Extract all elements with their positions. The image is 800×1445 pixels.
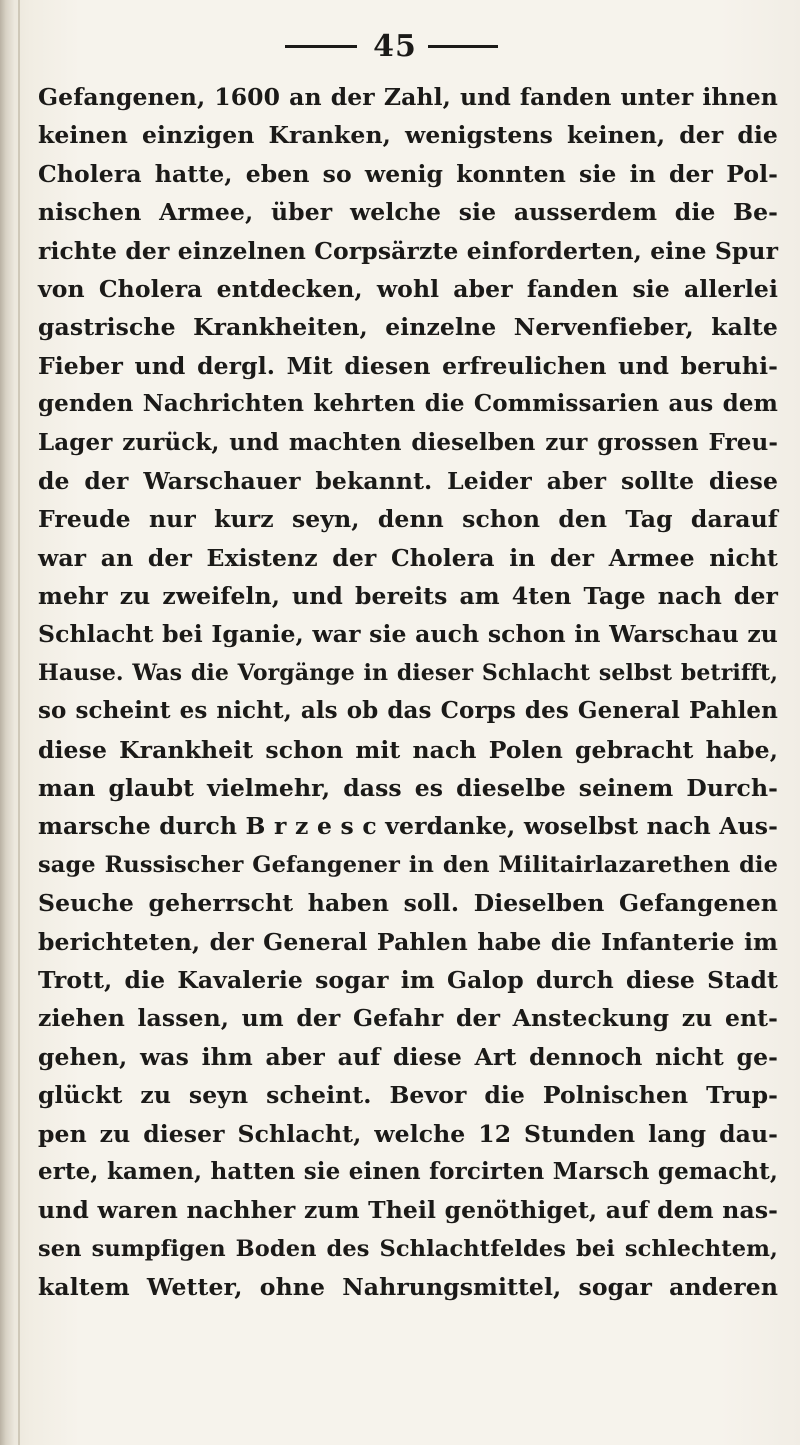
body-text — [38, 78, 778, 1307]
text-line: berichteten, der General Pahlen habe die Infanterie im — [38, 927, 778, 956]
text-line: Freude nur kurz seyn, denn schon den Tag darauf — [38, 505, 778, 534]
page-number: 45 — [373, 29, 417, 64]
text-line: gastrische Krankheiten, einzelne Nervenfieber, kalte — [38, 313, 778, 342]
text-line: diese Krankheit schon mit nach Polen gebracht habe, — [38, 735, 778, 764]
text-line: marsche durch B r z e s c verdanke, woselbst nach Aus- — [38, 812, 778, 841]
text-line: nischen Armee, über welche sie ausserdem die Be- — [38, 198, 778, 227]
text-line: pen zu dieser Schlacht, welche 12 Stunden lang dau- — [38, 1119, 778, 1148]
text-line: sage Russischer Gefangener in den Militairlazarethen die — [38, 851, 778, 878]
page-header — [0, 28, 800, 68]
text-line: Lager zurück, und machten dieselben zur grossen Freu- — [38, 428, 778, 456]
text-line: Trott, die Kavalerie sogar im Galop durch diese Stadt — [38, 965, 778, 994]
text-line: gehen, was ihm aber auf diese Art dennoch nicht ge- — [38, 1042, 778, 1071]
text-line: war an der Existenz der Cholera in der Armee nicht — [38, 543, 778, 572]
text-line: man glaubt vielmehr, dass es dieselbe seinem Durch- — [38, 774, 778, 803]
text-line: Fieber und dergl. Mit diesen erfreulichen und beruhi- — [38, 351, 778, 380]
text-line: keinen einzigen Kranken, wenigstens keinen, der die — [38, 121, 778, 150]
text-line: und waren nachher zum Theil genöthiget, auf dem nas- — [38, 1196, 778, 1225]
text-line: Hause. Was die Vorgänge in dieser Schlacht selbst betrifft, — [38, 659, 778, 686]
text-line: kaltem Wetter, ohne Nahrungsmittel, sogar anderen — [38, 1273, 778, 1302]
text-line: von Cholera entdecken, wohl aber fanden sie allerlei — [38, 274, 778, 303]
text-line: Seuche geherrscht haben soll. Dieselben Gefangenen — [38, 889, 778, 918]
text-line: richte der einzelnen Corpsärzte einforderten, eine Spur — [38, 236, 779, 265]
text-line: Schlacht bei Iganie, war sie auch schon in Warschau zu — [38, 620, 778, 649]
text-line: ziehen lassen, um der Gefahr der Ansteckung zu ent- — [38, 1004, 778, 1033]
text-line: sen sumpfigen Boden des Schlachtfeldes bei schlechtem, — [38, 1235, 778, 1262]
page-gutter-shadow — [0, 0, 14, 1445]
text-line: so scheint es nicht, als ob das Corps des General Pahlen — [38, 697, 778, 725]
text-line: Gefangenen, 1600 an der Zahl, und fanden unter ihnen — [38, 83, 778, 111]
text-line: Cholera hatte, eben so wenig konnten sie in der Pol- — [38, 159, 778, 188]
text-line: de der Warschauer bekannt. Leider aber sollte diese — [38, 466, 778, 495]
text-line: genden Nachrichten kehrten die Commissarien aus dem — [38, 390, 778, 418]
header-rule-left — [285, 45, 357, 48]
page-gutter-line — [18, 0, 20, 1445]
text-line: erte, kamen, hatten sie einen forcirten Marsch gemacht, — [38, 1157, 778, 1185]
text-line: glückt zu seyn scheint. Bevor die Polnischen Trup- — [38, 1081, 778, 1110]
header-rule-right — [428, 45, 498, 48]
text-line: mehr zu zweifeln, und bereits am 4ten Tage nach der — [38, 582, 778, 611]
